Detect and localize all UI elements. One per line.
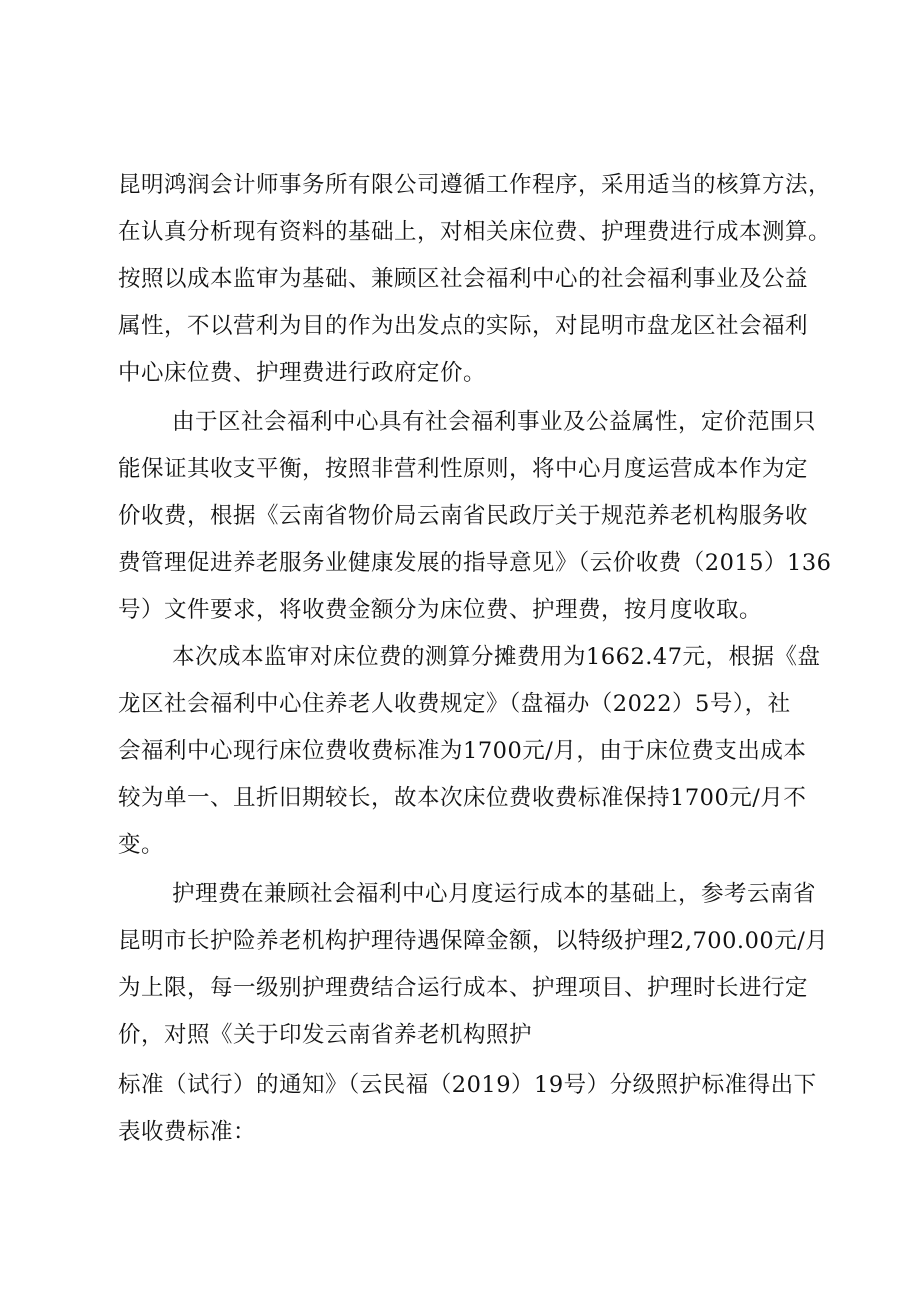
paragraph-3-line-2: 龙区社会福利中心住养老人收费规定》（盘福办（2022）5号），社	[118, 691, 791, 717]
paragraph-3-line-4: 较为单一、且折旧期较长，故本次床位费收费标准保持1700元/月不	[118, 785, 807, 811]
paragraph-1-line-5: 中心床位费、护理费进行政府定价。	[118, 360, 487, 386]
paragraph-2-line-2: 能保证其收支平衡，按照非营利性原则，将中心月度运营成本作为定	[118, 456, 809, 482]
paragraph-4-line-4: 价，对照《关于印发云南省养老机构照护	[118, 1022, 533, 1048]
paragraph-4-line-5: 标准（试行）的通知》（云民福（2019）19号）分级照护标准得出下	[118, 1072, 817, 1098]
paragraph-4-line-1: 护理费在兼顾社会福利中心月度运行成本的基础上，参考云南省	[172, 881, 817, 907]
paragraph-2-line-5: 号）文件要求，将收费金额分为床位费、护理费，按月度收取。	[118, 597, 763, 623]
paragraph-3-line-3: 会福利中心现行床位费收费标准为1700元/月，由于床位费支出成本	[118, 738, 807, 764]
paragraph-4-line-2: 昆明市长护险养老机构护理待遇保障金额，以特级护理2,700.00元/月	[118, 928, 829, 954]
paragraph-1-line-4: 属性，不以营利为目的作为出发点的实际，对昆明市盘龙区社会福利	[118, 313, 809, 339]
paragraph-2-line-4: 费管理促进养老服务业健康发展的指导意见》（云价收费（2015）136	[118, 550, 832, 576]
paragraph-1-line-1: 昆明鸿润会计师事务所有限公司遵循工作程序，采用适当的核算方法，	[118, 172, 832, 198]
paragraph-2-line-3: 价收费，根据《云南省物价局云南省民政厅关于规范养老机构服务收	[118, 503, 809, 529]
paragraph-3-line-5: 变。	[118, 832, 165, 858]
paragraph-4-line-6: 表收费标准：	[118, 1119, 257, 1145]
paragraph-3-line-1: 本次成本监审对床位费的测算分摊费用为1662.47元，根据《盘	[172, 644, 821, 670]
paragraph-1-line-2: 在认真分析现有资料的基础上，对相关床位费、护理费进行成本测算。	[118, 219, 832, 245]
paragraph-2-line-1: 由于区社会福利中心具有社会福利事业及公益属性，定价范围只	[172, 409, 817, 435]
paragraph-1-line-3: 按照以成本监审为基础、兼顾区社会福利中心的社会福利事业及公益	[118, 266, 809, 292]
paragraph-4-line-3: 为上限，每一级别护理费结合运行成本、护理项目、护理时长进行定	[118, 975, 809, 1001]
